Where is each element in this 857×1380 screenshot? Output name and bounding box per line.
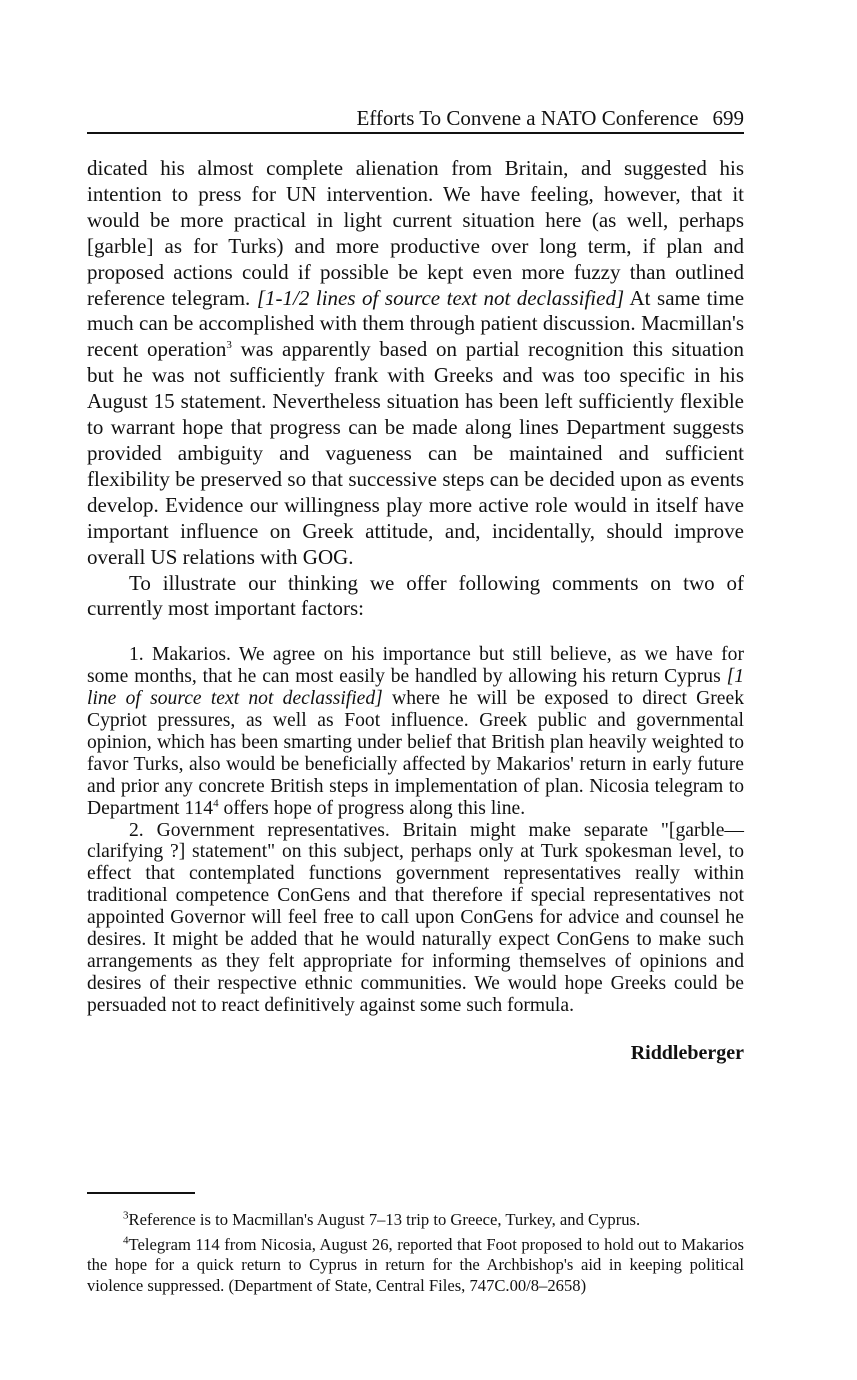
footnote-divider (87, 1192, 195, 1194)
footnote-3-text: Reference is to Macmillan's August 7–13 trip to Greece, Turkey, and Cyprus. (128, 1210, 641, 1229)
undeclassified-note-1: [1-1/2 lines of source text not declassified] (256, 285, 625, 310)
body-text (87, 156, 744, 1067)
comment-item-2: 2. Government representatives. Britain might make separate "[garble—clarifying ?] statement" on this subject, perhaps only at Turk spokesman level, to effect that contemplated functions government representatives really within traditional competence ConGens and that therefore if special representatives not appointed Governor will feel free to call upon ConGens for advice and counsel he desires. It might be added that he would naturally expect ConGens to make such arrangements as they felt appropriate for informing themselves of opinions and desires of their respective ethnic communities. We would hope Greeks could be persuaded not to react definitively against some such formula. (87, 819, 744, 1016)
numbered-comments (87, 644, 744, 1016)
paragraph-continued (87, 156, 744, 571)
comment-item-1 (87, 644, 744, 819)
footnote-3-marker: 3 (123, 1209, 129, 1222)
paragraph-1-part-c: was apparently based on partial recognition this situation but he was not sufficiently frank with Greeks and was too specific in his August 15 statement. Nevertheless situation has been left sufficiently flexible to warrant hope that progress can be made along lines Department suggests provided ambiguity and vagueness can be maintained and sufficient flexibility be preserved so that successive steps can be decided upon as events develop. Evidence our willingness play more active role would in itself have important influence on Greek attitude, and, incidentally, should improve overall US relations with GOG. (87, 337, 745, 569)
paragraph-1-part-b: At same time much can be accomplished with them through patient discussion. Macmillan's recent operation (87, 285, 745, 362)
paragraph-2: To illustrate our thinking we offer following comments on two of currently most important factors: (87, 570, 744, 621)
footnote-4-marker: 4 (123, 1233, 129, 1246)
footnote-4 (87, 1235, 744, 1297)
footnote-ref-3[interactable]: 3 (226, 339, 232, 352)
footnote-4-text: Telegram 114 from Nicosia, August 26, reported that Foot proposed to hold out to Makarios the hope for a quick return to Cyprus in return for the Archbishop's aid in keeping political violence suppressed. (Department of State, Central Files, 747C.00/8–2658) (87, 1234, 744, 1295)
signature: Riddleberger (630, 1041, 744, 1064)
comment-item-1-part-a: 1. Makarios. We agree on his importance but still believe, as we have for some months, that he can most easily be handled by allowing his return Cyprus (87, 644, 744, 688)
footnotes (87, 1210, 744, 1300)
document-page (87, 0, 744, 1380)
running-header-title: Efforts To Convene a NATO Conference (356, 106, 699, 130)
undeclassified-note-2: [1 line of source text not declassified] (87, 666, 744, 710)
running-header (87, 104, 744, 134)
paragraph-1-part-a: dicated his almost complete alienation from Britain, and suggested his intention to press for UN intervention. We have feeling, however, that it would be more practical in light current situation here (as well, perhaps [garble] as for Turks) and more productive over long term, if plan and proposed actions could if possible be kept even more fuzzy than outlined reference telegram. (87, 156, 744, 310)
footnote-ref-4[interactable]: 4 (213, 797, 219, 810)
footnote-3 (87, 1210, 744, 1231)
comment-item-1-part-b: where he will be exposed to direct Greek Cypriot pressures, as well as Foot influence. Greek public and governmental opinion, which has been smarting under belief that British plan heavily weighted to favor Turks, also would be beneficially affected by Makarios' return in early future and prior any concrete British steps in implementation of plan. Nicosia telegram to Department 114 (87, 688, 744, 819)
comment-item-1-part-c: offers hope of progress along this line. (223, 797, 526, 819)
page-number: 699 (712, 106, 744, 130)
